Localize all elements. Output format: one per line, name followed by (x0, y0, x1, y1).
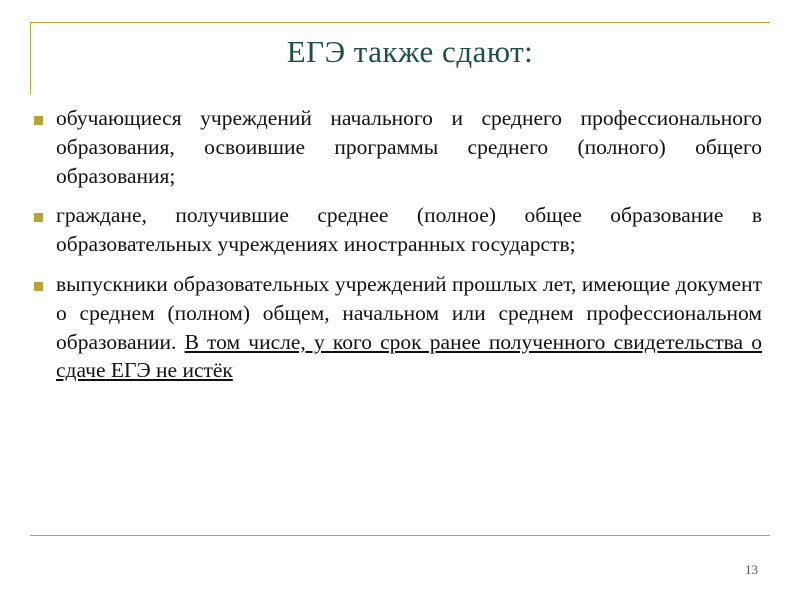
square-bullet-icon (34, 116, 43, 125)
bullet-list (34, 104, 762, 396)
list-item (34, 270, 762, 385)
list-item-text (56, 201, 762, 259)
decorative-top-rule (30, 22, 770, 23)
list-item-text (56, 270, 762, 385)
square-bullet-icon (34, 282, 43, 291)
list-item (34, 104, 762, 190)
list-item-text (56, 104, 762, 190)
square-bullet-icon (34, 213, 43, 222)
list-item-body: граждане, получившие среднее (полное) общее образование в образовательных учреждениях иностранных государств; (56, 203, 762, 257)
decorative-left-rule (30, 22, 31, 94)
list-item-underlined: В том числе, у кого срок ранее полученного свидетельства о сдаче ЕГЭ не истёк (56, 329, 762, 383)
list-item (34, 201, 762, 259)
list-item-body: обучающиеся учреждений начального и среднего профессионального образования, освоившие программы среднего (полного) общего образования; (56, 106, 762, 188)
slide-title: ЕГЭ также сдают: (286, 34, 534, 69)
page-number: 13 (745, 562, 758, 577)
decorative-bottom-rule (30, 535, 770, 536)
list-item-body: выпускники образовательных учреждений прошлых лет, имеющие документ о среднем (полном) общем, начальном или среднем профессиональном образовании. (56, 271, 762, 354)
